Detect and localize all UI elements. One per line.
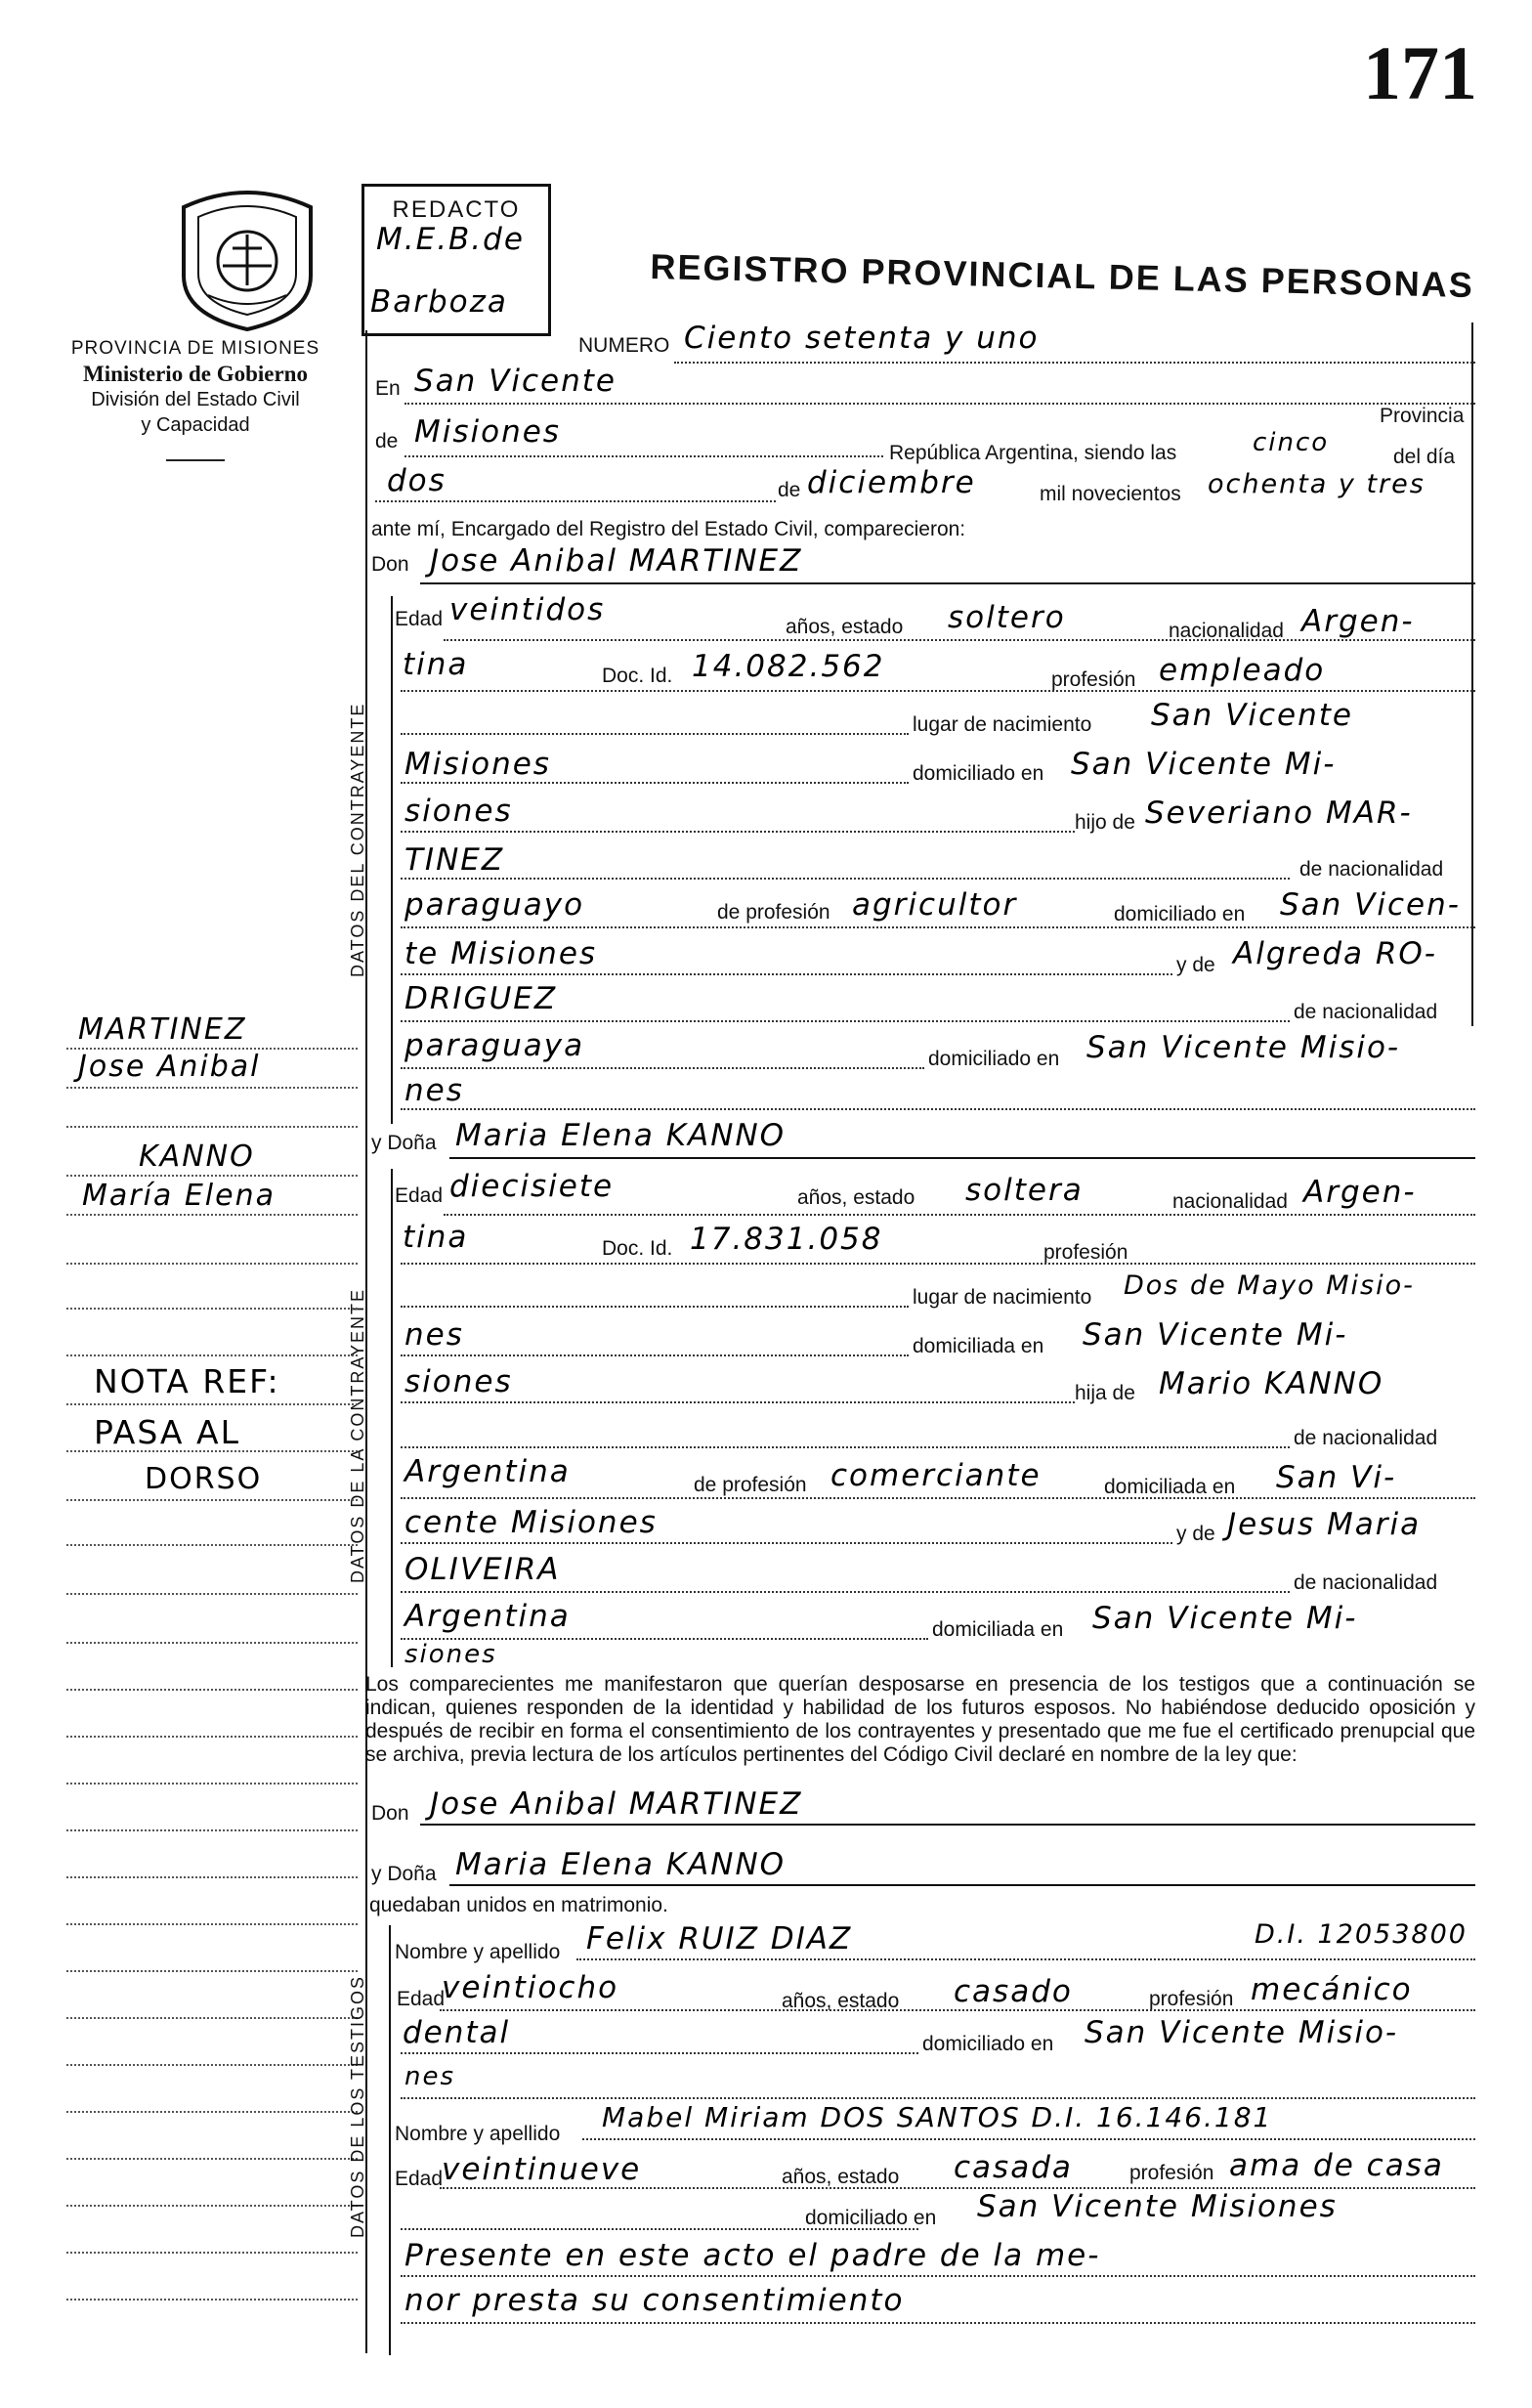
bride-father-value: Mario KANNO xyxy=(1159,1366,1384,1401)
union-don-label: Don xyxy=(371,1802,409,1825)
issuer-division: División del Estado Civil xyxy=(91,389,300,410)
margin-line xyxy=(66,1544,358,1546)
groom-doc-value: 14.082.562 xyxy=(692,649,885,684)
bride-doc-label: Doc. Id. xyxy=(602,1237,673,1260)
groom-brace xyxy=(391,596,393,1124)
w1-name-value: Felix RUIZ DIAZ xyxy=(586,1921,853,1956)
groom-father-nac-value: paraguayo xyxy=(404,887,585,923)
hour-value: cinco xyxy=(1253,428,1330,457)
groom-father-dom-label: domiciliado en xyxy=(1114,903,1246,925)
margin-line xyxy=(66,1923,358,1925)
groom-row2-line xyxy=(401,690,1475,692)
w1-estado-value: casado xyxy=(954,1974,1073,2009)
document-title: REGISTRO PROVINCIAL DE LAS PERSONAS xyxy=(650,246,1475,306)
groom-edad-value: veintidos xyxy=(449,592,606,627)
ante-text: ante mí, Encargado del Registro del Estado Civil, comparecieron: xyxy=(371,518,966,540)
don-value: Jose Anibal MARTINEZ xyxy=(430,543,803,579)
bride-mother-nac-label: de nacionalidad xyxy=(1294,1571,1438,1594)
w1-prof-label: profesión xyxy=(1149,1988,1234,2010)
groom-row4-line xyxy=(401,782,909,784)
de-value: Misiones xyxy=(414,414,561,450)
de2-label: de xyxy=(778,479,801,501)
w1-name-line xyxy=(576,1958,1475,1960)
groom-row7-line xyxy=(401,926,1475,928)
de-line xyxy=(404,455,883,457)
w2-anos-label: años, estado xyxy=(782,2166,900,2188)
groom-mother-value-2: DRIGUEZ xyxy=(404,981,558,1016)
margin-line xyxy=(66,1876,358,1878)
bride-mother-value-2: OLIVEIRA xyxy=(404,1552,561,1587)
don-line xyxy=(420,582,1475,584)
numero-label: NUMERO xyxy=(578,334,670,357)
groom-row11-line xyxy=(401,1108,1475,1110)
w1-anos-label: años, estado xyxy=(782,1990,900,2012)
groom-dom-value-2: siones xyxy=(404,794,513,829)
day-line xyxy=(375,500,776,502)
union-dona-label: y Doña xyxy=(371,1863,437,1885)
margin-line xyxy=(66,1403,358,1405)
margin-groom-surname: MARTINEZ xyxy=(78,1012,247,1047)
margin-line xyxy=(66,2158,358,2160)
bride-nac-label: nacionalidad xyxy=(1172,1190,1288,1213)
margin-line xyxy=(66,1970,358,1972)
bride-edad-label: Edad xyxy=(395,1184,444,1207)
margin-bride-surname: KANNO xyxy=(139,1140,255,1174)
declaration-statement: Los comparecientes me manifestaron que querían desposarse en presencia de los testigos que a continuación se indican, quienes responden de la identidad y habilidad de los futuros esposos. No habiéndose deducido oposición y después de recibir en forma el consentimiento de los contrayentes y presentado que me fue el certificado prenupcial que se archiva, previa lectura de los artículos pertinentes del Código Civil declaré en nombre de la ley que: xyxy=(365,1673,1475,1766)
bride-father-prof-label: de profesión xyxy=(694,1474,807,1496)
groom-prof-label: profesión xyxy=(1051,668,1136,691)
bride-mother-value: Jesus Maria xyxy=(1227,1507,1422,1542)
margin-line xyxy=(66,1087,358,1089)
w1-dom-label: domiciliado en xyxy=(922,2033,1054,2055)
margin-groom-given: Jose Anibal xyxy=(78,1050,261,1084)
margin-line xyxy=(66,2017,358,2019)
bride-dom-value-2: siones xyxy=(404,1364,513,1399)
w2-name-line xyxy=(582,2138,1475,2140)
province-seal-icon xyxy=(164,188,330,332)
day-value: dos xyxy=(387,463,447,498)
groom-mother-dom-value: San Vicente Misio- xyxy=(1086,1030,1401,1065)
bride-dom-label: domiciliada en xyxy=(913,1335,1044,1357)
groom-row5-line xyxy=(401,831,1075,833)
margin-nota-line2: PASA AL xyxy=(94,1413,240,1451)
margin-line xyxy=(66,1736,358,1738)
bride-y-dona-label: y Doña xyxy=(371,1132,437,1154)
de-label: de xyxy=(375,430,399,452)
w2-prof-value: ama de casa xyxy=(1229,2148,1444,2183)
month-value: diciembre xyxy=(807,465,976,500)
year-value: ochenta y tres xyxy=(1208,469,1426,499)
w1-edad-label: Edad xyxy=(397,1988,446,2010)
bride-mother-dom-value: San Vicente Mi- xyxy=(1092,1601,1358,1636)
bride-father-dom-value-2: cente Misiones xyxy=(404,1505,658,1540)
bride-row3-line xyxy=(401,1306,909,1308)
issuer-province: PROVINCIA DE MISIONES xyxy=(70,338,320,359)
page-number: 171 xyxy=(1363,30,1477,115)
bride-row4-line xyxy=(401,1354,909,1356)
groom-dom-value: San Vicente Mi- xyxy=(1071,747,1337,782)
bride-anos-label: años, estado xyxy=(797,1186,915,1209)
groom-mother-nac-label: de nacionalidad xyxy=(1294,1001,1438,1023)
bride-row7-line xyxy=(401,1497,1475,1499)
groom-lugar-label: lugar de nacimiento xyxy=(913,713,1092,736)
union-dona-line xyxy=(449,1884,1475,1886)
bride-father-prof-value: comerciante xyxy=(830,1458,1042,1493)
del-dia-label: del día xyxy=(1393,446,1456,468)
groom-father-value-2: TINEZ xyxy=(404,842,505,878)
margin-nota-line1: NOTA REF: xyxy=(94,1362,280,1400)
margin-nota-line3: DORSO xyxy=(145,1462,263,1496)
numero-line xyxy=(674,362,1475,364)
w2-name-label: Nombre y apellido xyxy=(395,2123,561,2145)
w1-prof-value-2: dental xyxy=(403,2015,511,2050)
margin-line xyxy=(66,1783,358,1784)
mil-label: mil novecientos xyxy=(1040,483,1181,505)
w2-row5-line xyxy=(401,2322,1475,2324)
margin-line xyxy=(66,1263,358,1265)
groom-hijo-label: hijo de xyxy=(1075,811,1135,834)
w2-name-value: Mabel Miriam DOS SANTOS D.I. 16.146.181 xyxy=(602,2101,1273,2133)
groom-prof-value: empleado xyxy=(1159,653,1326,688)
margin-line xyxy=(66,1308,358,1310)
w2-dom-value: San Vicente Misiones xyxy=(977,2189,1338,2224)
groom-edad-label: Edad xyxy=(395,608,444,630)
margin-bride-given: María Elena xyxy=(82,1179,277,1213)
provincia-label: Provincia xyxy=(1380,405,1465,427)
groom-father-dom-value-2: te Misiones xyxy=(404,936,598,971)
groom-father-dom-value: San Vicen- xyxy=(1280,887,1461,923)
w1-edad-value: veintiocho xyxy=(442,1970,619,2005)
bride-y-de-label: y de xyxy=(1176,1523,1215,1545)
bride-nac-value: Argen- xyxy=(1303,1175,1417,1210)
bride-section-label: DATOS DE LA CONTRAYENTE xyxy=(348,1287,367,1583)
bride-row5-line xyxy=(401,1401,1075,1403)
w1-name-label: Nombre y apellido xyxy=(395,1941,561,1963)
margin-line xyxy=(66,1829,358,1831)
groom-nac-value-2: tina xyxy=(403,647,469,682)
bride-name-line xyxy=(449,1157,1475,1159)
margin-line xyxy=(66,2205,358,2207)
margin-line xyxy=(66,2111,358,2113)
w2-estado-value: casada xyxy=(954,2150,1073,2185)
union-don-value: Jose Anibal MARTINEZ xyxy=(430,1786,803,1822)
groom-dom-label: domiciliado en xyxy=(913,762,1044,785)
groom-row1-line xyxy=(444,639,1475,641)
groom-doc-label: Doc. Id. xyxy=(602,665,673,687)
margin-line xyxy=(66,1175,358,1177)
w2-dom-label: domiciliado en xyxy=(805,2207,937,2229)
groom-mother-dom-value-2: nes xyxy=(404,1073,464,1108)
union-closing: quedaban unidos en matrimonio. xyxy=(369,1894,668,1916)
margin-line xyxy=(66,1450,358,1452)
bride-prof-label: profesión xyxy=(1043,1241,1128,1264)
margin-line xyxy=(66,1689,358,1691)
margin-line xyxy=(66,1642,358,1644)
bride-dom-value: San Vicente Mi- xyxy=(1083,1317,1348,1353)
groom-row8-line xyxy=(401,973,1172,975)
bride-lugar-value-2: nes xyxy=(404,1317,464,1353)
union-dona-value: Maria Elena KANNO xyxy=(455,1847,787,1882)
w1-prof-value: mecánico xyxy=(1251,1972,1413,2007)
issuer-capacity: y Capacidad xyxy=(141,414,250,436)
w1-row2-line xyxy=(440,2009,1475,2011)
witness-note-line1: Presente en este acto el padre de la me- xyxy=(404,2238,1101,2273)
witness-note-line2: nor presta su consentimiento xyxy=(404,2283,905,2318)
witness-section-label: DATOS DE LOS TESTIGOS xyxy=(348,1974,367,2238)
w1-dom-value-2: nes xyxy=(404,2062,456,2091)
w1-row4-line xyxy=(401,2097,1475,2099)
bride-name-value: Maria Elena KANNO xyxy=(455,1118,787,1153)
groom-row10-line xyxy=(401,1067,924,1069)
bride-doc-value: 17.831.058 xyxy=(690,1222,883,1257)
bride-row9-line xyxy=(401,1591,1290,1593)
groom-mother-value: Algreda RO- xyxy=(1233,936,1437,971)
bride-edad-value: diecisiete xyxy=(449,1169,615,1204)
frame-right-rule xyxy=(1471,322,1473,1026)
w2-prof-label: profesión xyxy=(1129,2162,1214,2184)
bride-row2-line xyxy=(401,1263,1475,1265)
bride-father-nac-value: Argentina xyxy=(404,1454,571,1489)
margin-line xyxy=(66,1354,358,1356)
numero-value: Ciento setenta y uno xyxy=(684,321,1040,356)
w2-row4-line xyxy=(401,2275,1475,2277)
bride-mother-dom-label: domiciliada en xyxy=(932,1618,1064,1641)
bride-row6-line xyxy=(401,1446,1290,1448)
margin-line xyxy=(66,1126,358,1128)
union-don-line xyxy=(420,1824,1475,1826)
bride-mother-nac-value: Argentina xyxy=(404,1599,571,1634)
groom-y-de-label: y de xyxy=(1176,954,1215,976)
bride-lugar-label: lugar de nacimiento xyxy=(913,1286,1092,1309)
bride-mother-dom-value-2: siones xyxy=(404,1640,497,1669)
margin-line xyxy=(66,2299,358,2300)
groom-father-nac-label: de nacionalidad xyxy=(1299,858,1444,881)
bride-row8-line xyxy=(401,1542,1172,1544)
groom-row9-line xyxy=(401,1020,1290,1022)
bride-estado-value: soltera xyxy=(965,1173,1084,1208)
witness-brace xyxy=(389,1925,391,2355)
issuer-header xyxy=(39,336,352,438)
groom-mother-nac-value: paraguaya xyxy=(404,1028,585,1063)
groom-anos-label: años, estado xyxy=(786,616,904,638)
groom-row6-line xyxy=(401,878,1290,880)
redacto-label: REDACTO xyxy=(392,196,521,223)
w1-doc-value: D.I. 12053800 xyxy=(1255,1919,1468,1950)
groom-section-label: DATOS DEL CONTRAYENTE xyxy=(348,702,367,977)
groom-father-value: Severiano MAR- xyxy=(1145,796,1413,831)
bride-hija-label: hija de xyxy=(1075,1382,1135,1404)
groom-nac-value: Argen- xyxy=(1301,604,1415,639)
groom-row3-line xyxy=(401,733,909,735)
w1-row3-line xyxy=(401,2052,918,2054)
margin-line xyxy=(66,2252,358,2254)
redacto-initials: M.E.B.de xyxy=(376,222,525,257)
groom-father-prof-value: agricultor xyxy=(852,887,1018,923)
header-rule xyxy=(166,459,225,461)
issuer-ministry: Ministerio de Gobierno xyxy=(83,362,308,386)
bride-brace xyxy=(391,1169,393,1667)
margin-line xyxy=(66,1593,358,1595)
republica-text: República Argentina, siendo las xyxy=(889,442,1177,464)
margin-line xyxy=(66,1499,358,1501)
margin-line xyxy=(66,2064,358,2066)
groom-father-prof-label: de profesión xyxy=(717,901,830,924)
bride-lugar-value: Dos de Mayo Misio- xyxy=(1124,1270,1415,1301)
w2-edad-value: veintinueve xyxy=(442,2152,642,2187)
w2-edad-label: Edad xyxy=(395,2168,444,2190)
en-label: En xyxy=(375,377,401,400)
don-label: Don xyxy=(371,553,409,576)
redacto-box xyxy=(362,184,551,336)
w1-dom-value: San Vicente Misio- xyxy=(1085,2015,1399,2050)
bride-father-dom-label: domiciliada en xyxy=(1104,1476,1236,1498)
groom-mother-dom-label: domiciliado en xyxy=(928,1048,1060,1070)
groom-lugar-value-2: Misiones xyxy=(404,747,551,782)
bride-row1-line xyxy=(444,1214,1475,1216)
redacto-surname: Barboza xyxy=(370,284,508,320)
bride-father-nac-label: de nacionalidad xyxy=(1294,1427,1438,1449)
margin-line xyxy=(66,1214,358,1216)
groom-estado-value: soltero xyxy=(948,600,1066,635)
bride-nac-value-2: tina xyxy=(403,1220,469,1255)
groom-nac-label: nacionalidad xyxy=(1169,620,1284,642)
bride-father-dom-value: San Vi- xyxy=(1276,1460,1397,1495)
en-value: San Vicente xyxy=(414,364,617,399)
en-line xyxy=(404,403,1475,405)
groom-lugar-value: San Vicente xyxy=(1151,698,1353,733)
